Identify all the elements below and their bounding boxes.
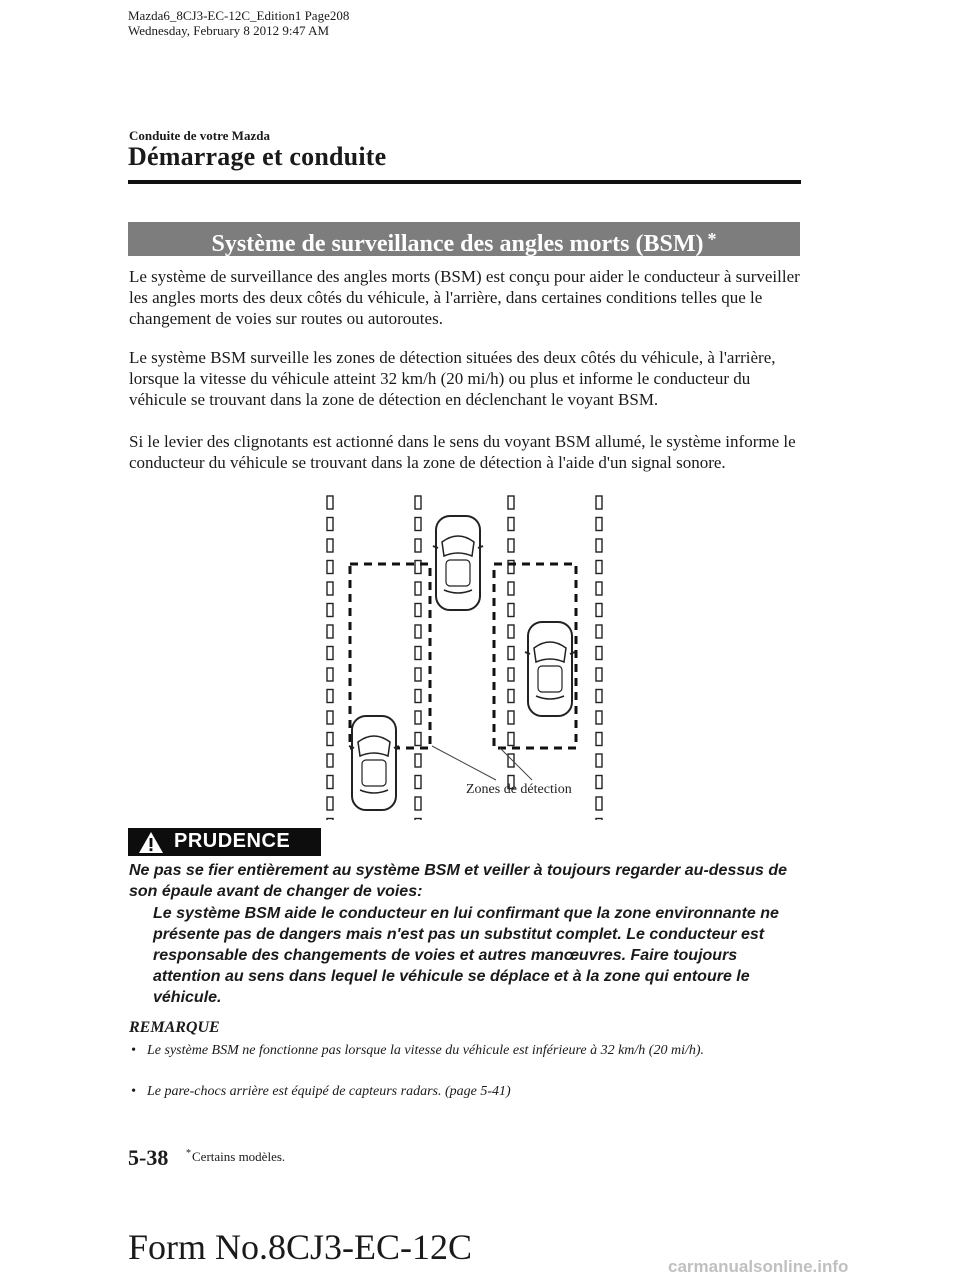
- lane-marker: [327, 604, 333, 617]
- bullet-icon: •: [131, 1084, 136, 1099]
- lane-marker: [415, 496, 421, 509]
- lane-marker: [596, 711, 602, 724]
- lane-marker: [327, 711, 333, 724]
- lane-marker: [596, 754, 602, 767]
- lane-marker: [508, 733, 514, 746]
- car-ahead-icon: [433, 516, 483, 610]
- zones-label: Zones de détection: [466, 782, 572, 797]
- lane-marker: [596, 797, 602, 810]
- lane-marker-column-2: [415, 496, 421, 820]
- lane-marker: [596, 625, 602, 638]
- lane-marker: [415, 711, 421, 724]
- print-metadata: [128, 8, 349, 38]
- bullet-icon: •: [131, 1043, 136, 1058]
- lane-marker: [508, 496, 514, 509]
- lane-marker: [415, 604, 421, 617]
- watermark: carmanualsonline.info: [668, 1257, 849, 1276]
- lane-marker: [508, 561, 514, 574]
- lane-marker: [415, 625, 421, 638]
- lane-marker: [508, 690, 514, 703]
- lane-marker: [327, 582, 333, 595]
- lane-marker: [596, 539, 602, 552]
- lane-marker-column-4: [596, 496, 602, 820]
- caution-body: Le système BSM aide le conducteur en lui confirmant que la zone environnante ne présente pas de dangers mais n'est pas un substitut complet. Le conducteur est responsable des changements de voies et autres manœuvres. Faire toujours attention au sens dans lequel le véhicule se déplace et à la zone qui entoure le véhicule.: [153, 905, 779, 1006]
- lane-marker: [327, 539, 333, 552]
- caution-badge-label: PRUDENCE: [174, 830, 291, 852]
- lane-marker: [327, 518, 333, 531]
- lane-marker: [327, 690, 333, 703]
- car-left-lane-icon: [349, 716, 399, 810]
- lane-marker: [508, 582, 514, 595]
- lane-marker: [415, 582, 421, 595]
- lane-marker: [508, 711, 514, 724]
- leader-line-left: [432, 746, 496, 780]
- lane-marker: [327, 754, 333, 767]
- detection-paragraph: Le système BSM surveille les zones de détection situées des deux côtés du véhicule, à l'arrière, lorsque la vitesse du véhicule atteint 32 km/h (20 mi/h) ou plus et informe le conducteur du véhicule se trouvant dans la zone de détection en déclenchant le voyant BSM.: [129, 348, 776, 409]
- remarque-item-text: Le pare-chocs arrière est équipé de capteurs radars. (page 5-41): [147, 1084, 511, 1099]
- lane-marker: [596, 561, 602, 574]
- section-title: Système de surveillance des angles morts (BSM): [211, 231, 704, 257]
- page-number: 5-38: [128, 1145, 169, 1170]
- lane-marker: [327, 625, 333, 638]
- lane-marker: [415, 733, 421, 746]
- footnote: [186, 1148, 285, 1165]
- lane-marker: [327, 819, 333, 821]
- lane-marker: [415, 690, 421, 703]
- lane-marker: [327, 733, 333, 746]
- lane-marker: [596, 604, 602, 617]
- lane-marker: [415, 647, 421, 660]
- lane-marker: [415, 797, 421, 810]
- remarque-heading: REMARQUE: [129, 1019, 220, 1036]
- lane-marker: [415, 819, 421, 821]
- remarque-item-2: [131, 1082, 791, 1102]
- leader-line-right: [500, 748, 532, 780]
- detection-zones-diagram: [300, 490, 630, 820]
- caution-lead: Ne pas se fier entièrement au système BSM et veiller à toujours regarder au-dessus de son épaule avant de changer de voies:: [129, 862, 788, 900]
- lane-marker: [508, 647, 514, 660]
- lane-marker: [327, 797, 333, 810]
- lane-marker: [415, 776, 421, 789]
- lane-marker: [596, 582, 602, 595]
- lane-marker: [508, 625, 514, 638]
- detection-zones-figure: [300, 490, 630, 825]
- lane-marker: [596, 668, 602, 681]
- lane-marker: [508, 668, 514, 681]
- lane-marker: [596, 496, 602, 509]
- lane-marker: [415, 668, 421, 681]
- form-number: Form No.8CJ3-EC-12C: [128, 1227, 473, 1267]
- lane-marker: [596, 733, 602, 746]
- footnote-text: Certains modèles.: [192, 1149, 286, 1164]
- section-title-bar: [128, 222, 800, 256]
- remarque-item-1: [131, 1041, 791, 1061]
- lane-marker: [415, 539, 421, 552]
- turn-signal-paragraph: Si le levier des clignotants est actionné dans le sens du voyant BSM allumé, le système informe le conducteur du véhicule se trouvant dans la zone de détection à l'aide d'un signal sonore.: [129, 432, 796, 472]
- lane-marker: [596, 647, 602, 660]
- chapter-title: Démarrage et conduite: [128, 142, 387, 171]
- warning-icon: [138, 831, 164, 854]
- print-metadata-line2: Wednesday, February 8 2012 9:47 AM: [128, 23, 330, 38]
- chapter-rule: [128, 180, 801, 184]
- lane-marker: [415, 518, 421, 531]
- lane-marker: [327, 776, 333, 789]
- section-kicker: Conduite de votre Mazda: [129, 128, 270, 143]
- lane-marker: [415, 754, 421, 767]
- intro-paragraph: Le système de surveillance des angles morts (BSM) est conçu pour aider le conducteur à surveiller les angles morts des deux côtés du véhicule, à l'arrière, dans certaines conditions telles que le changement de voies sur routes ou autoroutes.: [129, 267, 800, 328]
- lane-marker-column-3: [508, 496, 514, 789]
- lane-marker: [327, 647, 333, 660]
- remarque-item-text: Le système BSM ne fonctionne pas lorsque la vitesse du véhicule est inférieure à 32 km/h (20 mi/h).: [147, 1043, 705, 1058]
- footnote-star: *: [186, 1148, 191, 1159]
- caution-badge: [128, 828, 321, 856]
- car-right-lane-icon: [525, 622, 575, 716]
- lane-marker: [596, 518, 602, 531]
- lane-marker: [596, 690, 602, 703]
- lane-marker: [327, 561, 333, 574]
- lane-marker: [508, 604, 514, 617]
- lane-marker: [327, 496, 333, 509]
- lane-marker: [508, 518, 514, 531]
- lane-marker: [327, 668, 333, 681]
- lane-marker: [596, 776, 602, 789]
- print-metadata-line1: Mazda6_8CJ3-EC-12C_Edition1 Page208: [128, 8, 350, 23]
- optional-equipment-star: *: [707, 229, 717, 249]
- lane-marker: [415, 561, 421, 574]
- lane-marker-column-1: [327, 496, 333, 820]
- lane-marker: [596, 819, 602, 821]
- lane-marker: [508, 539, 514, 552]
